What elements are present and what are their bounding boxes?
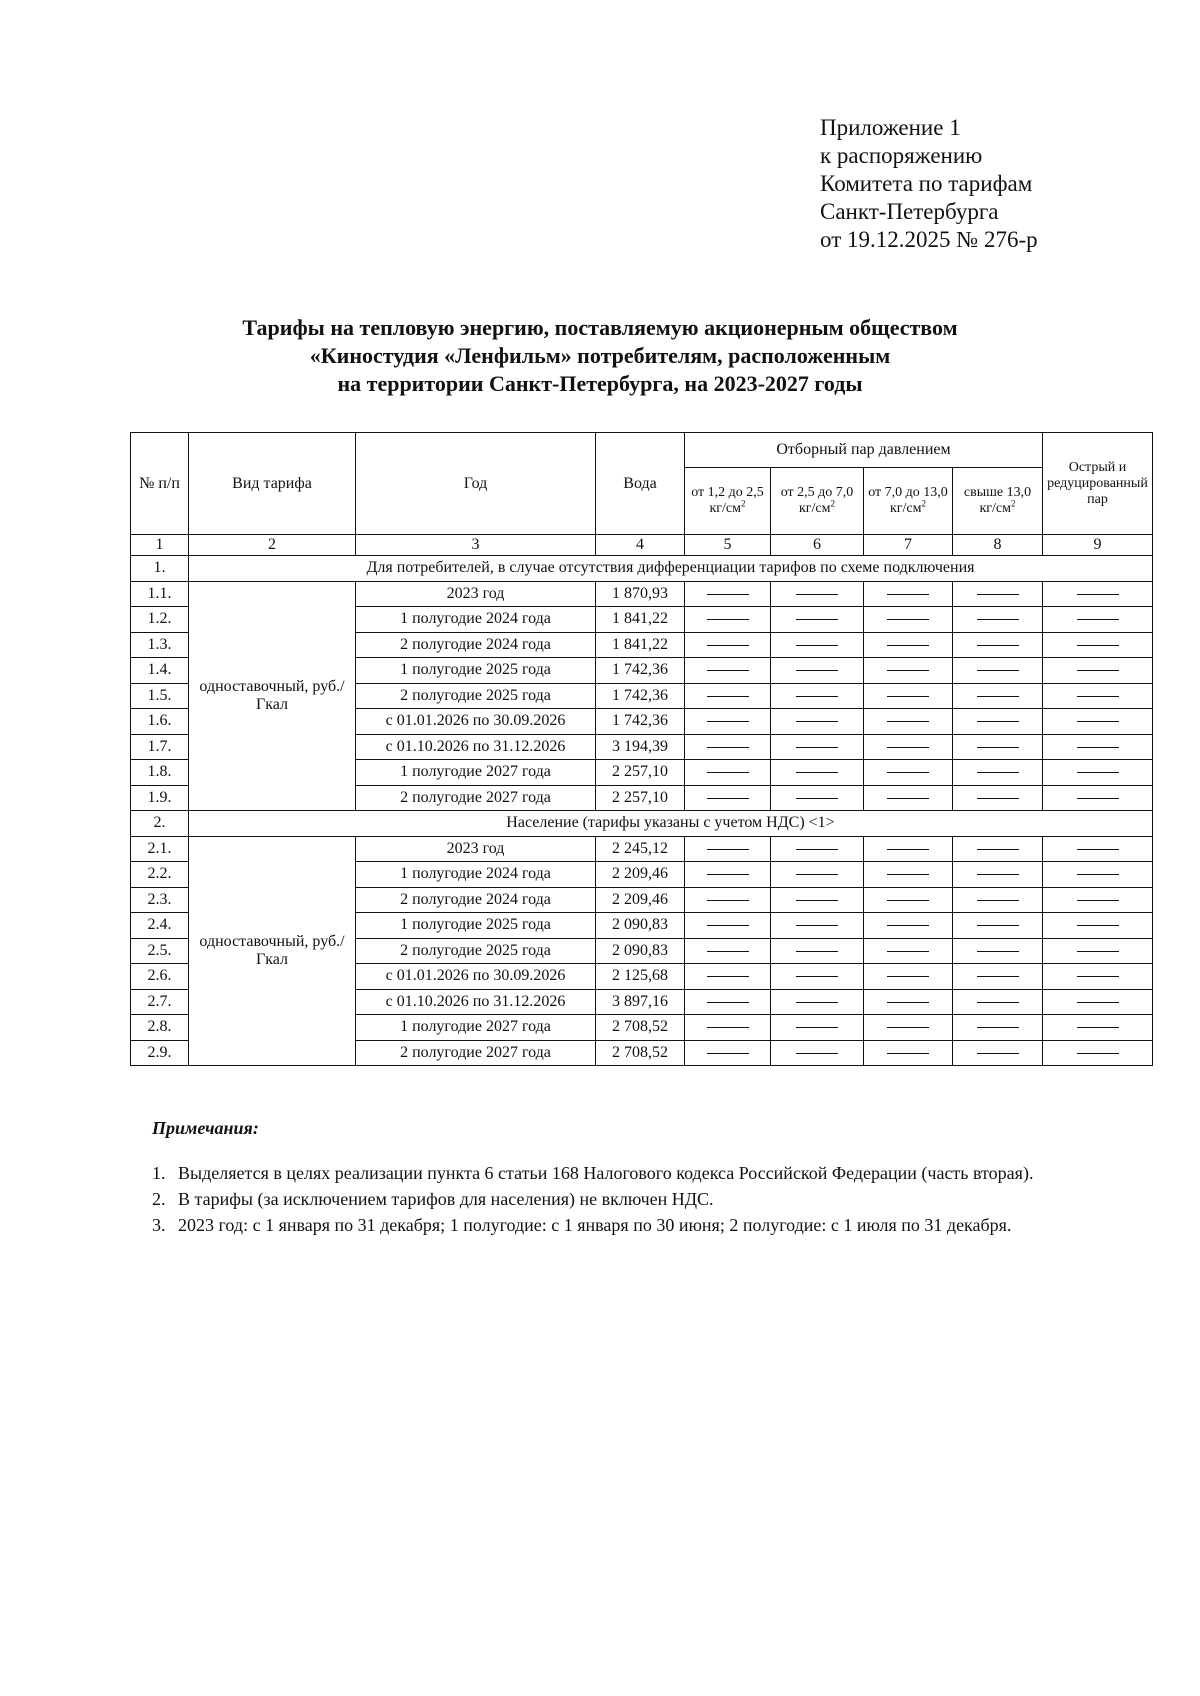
empty-tariff-cell (864, 658, 953, 684)
water-tariff-cell: 2 209,46 (596, 887, 685, 913)
empty-tariff-cell (953, 683, 1043, 709)
dash-mark (796, 925, 838, 926)
dash-mark (977, 594, 1019, 595)
empty-tariff-cell (864, 760, 953, 786)
empty-tariff-cell (953, 964, 1043, 990)
dash-mark (796, 951, 838, 952)
header-steam-2-text: от 2,5 до 7,0 кг/см (780, 485, 854, 516)
section-header-row (131, 811, 1153, 837)
dash-mark (887, 696, 929, 697)
period-cell: 1 полугодие 2024 года (356, 607, 596, 633)
dash-mark (977, 1053, 1019, 1054)
row-number: 1.2. (131, 607, 189, 633)
empty-tariff-cell (953, 760, 1043, 786)
note-text: Выделяется в целях реализации пункта 6 статьи 168 Налогового кодекса Российской Федерации (часть вторая). (178, 1163, 1034, 1183)
header-steam-group: Отборный пар давлением (685, 433, 1043, 468)
dash-mark (977, 1002, 1019, 1003)
dash-mark (887, 798, 929, 799)
section-title: Население (тарифы указаны с учетом НДС) <1> (189, 811, 1153, 837)
tariff-type: одноставочный, руб./Гкал (189, 836, 356, 1066)
dash-mark (1077, 747, 1119, 748)
dash-mark (1077, 1027, 1119, 1028)
water-tariff-cell: 1 841,22 (596, 607, 685, 633)
section-number: 1. (131, 556, 189, 582)
dash-mark (707, 1053, 749, 1054)
period-cell: 2023 год (356, 836, 596, 862)
dash-mark (1077, 874, 1119, 875)
appendix-line: к распоряжению (820, 143, 983, 168)
empty-tariff-cell (685, 581, 771, 607)
dash-mark (1077, 849, 1119, 850)
dash-mark (796, 696, 838, 697)
empty-tariff-cell (771, 683, 864, 709)
empty-tariff-cell (771, 1015, 864, 1041)
period-cell: с 01.01.2026 по 30.09.2026 (356, 964, 596, 990)
empty-tariff-cell (685, 709, 771, 735)
dash-mark (796, 594, 838, 595)
empty-tariff-cell (864, 709, 953, 735)
empty-tariff-cell (1043, 913, 1153, 939)
period-cell: с 01.01.2026 по 30.09.2026 (356, 709, 596, 735)
row-number: 2.4. (131, 913, 189, 939)
empty-tariff-cell (1043, 607, 1153, 633)
empty-tariff-cell (771, 887, 864, 913)
water-tariff-cell: 2 708,52 (596, 1040, 685, 1066)
column-number: 9 (1043, 535, 1153, 556)
header-steam-3-text: от 7,0 до 13,0 кг/см (868, 485, 948, 516)
empty-tariff-cell (953, 734, 1043, 760)
dash-mark (887, 772, 929, 773)
dash-mark (1077, 900, 1119, 901)
dash-mark (1077, 976, 1119, 977)
title-line: на территории Санкт-Петербурга, на 2023-2027 годы (337, 371, 863, 396)
empty-tariff-cell (685, 785, 771, 811)
row-number: 2.7. (131, 989, 189, 1015)
dash-mark (887, 849, 929, 850)
empty-tariff-cell (685, 989, 771, 1015)
period-cell: 2023 год (356, 581, 596, 607)
empty-tariff-cell (771, 913, 864, 939)
dash-mark (707, 645, 749, 646)
empty-tariff-cell (953, 658, 1043, 684)
period-cell: 1 полугодие 2027 года (356, 1015, 596, 1041)
empty-tariff-cell (953, 913, 1043, 939)
header-sharp-steam: Острый и редуцированный пар (1043, 433, 1153, 535)
period-cell: 1 полугодие 2025 года (356, 658, 596, 684)
empty-tariff-cell (771, 785, 864, 811)
dash-mark (977, 798, 1019, 799)
dash-mark (796, 619, 838, 620)
empty-tariff-cell (685, 887, 771, 913)
period-cell: 2 полугодие 2027 года (356, 1040, 596, 1066)
water-tariff-cell: 2 245,12 (596, 836, 685, 862)
empty-tariff-cell (1043, 836, 1153, 862)
period-cell: 1 полугодие 2025 года (356, 913, 596, 939)
empty-tariff-cell (685, 1015, 771, 1041)
column-number: 7 (864, 535, 953, 556)
note-number: 2. (152, 1189, 166, 1209)
note-item (152, 1186, 1033, 1212)
dash-mark (887, 951, 929, 952)
period-cell: 2 полугодие 2024 года (356, 887, 596, 913)
water-tariff-cell: 3 194,39 (596, 734, 685, 760)
empty-tariff-cell (864, 938, 953, 964)
period-cell: с 01.10.2026 по 31.12.2026 (356, 734, 596, 760)
dash-mark (707, 874, 749, 875)
header-year: Год (356, 433, 596, 535)
dash-mark (887, 1027, 929, 1028)
empty-tariff-cell (685, 1040, 771, 1066)
empty-tariff-cell (1043, 632, 1153, 658)
empty-tariff-cell (771, 760, 864, 786)
dash-mark (707, 721, 749, 722)
dash-mark (796, 849, 838, 850)
empty-tariff-cell (953, 632, 1043, 658)
note-text: В тарифы (за исключением тарифов для населения) не включен НДС. (178, 1189, 714, 1209)
empty-tariff-cell (864, 1040, 953, 1066)
note-item (152, 1160, 1033, 1186)
empty-tariff-cell (864, 607, 953, 633)
dash-mark (887, 1053, 929, 1054)
column-number: 3 (356, 535, 596, 556)
dash-mark (887, 747, 929, 748)
dash-mark (707, 1027, 749, 1028)
dash-mark (887, 874, 929, 875)
row-number: 1.3. (131, 632, 189, 658)
tariff-type: одноставочный, руб./Гкал (189, 581, 356, 811)
period-cell: 2 полугодие 2024 года (356, 632, 596, 658)
dash-mark (977, 645, 1019, 646)
dash-mark (707, 747, 749, 748)
dash-mark (707, 696, 749, 697)
dash-mark (977, 976, 1019, 977)
empty-tariff-cell (1043, 1015, 1153, 1041)
empty-tariff-cell (953, 836, 1043, 862)
row-number: 1.5. (131, 683, 189, 709)
unit-exponent: 2 (741, 498, 746, 509)
row-number: 2.9. (131, 1040, 189, 1066)
empty-tariff-cell (771, 607, 864, 633)
empty-tariff-cell (1043, 658, 1153, 684)
empty-tariff-cell (864, 989, 953, 1015)
dash-mark (707, 772, 749, 773)
dash-mark (977, 849, 1019, 850)
header-steam-4-text: свыше 13,0 кг/см (963, 485, 1032, 516)
dash-mark (796, 721, 838, 722)
section-2 (131, 811, 1153, 1066)
empty-tariff-cell (685, 658, 771, 684)
appendix-line: Комитета по тарифам (820, 171, 1033, 196)
dash-mark (796, 772, 838, 773)
dash-mark (977, 772, 1019, 773)
note-number: 3. (152, 1215, 166, 1235)
dash-mark (977, 696, 1019, 697)
dash-mark (977, 670, 1019, 671)
dash-mark (707, 594, 749, 595)
dash-mark (707, 951, 749, 952)
water-tariff-cell: 2 090,83 (596, 938, 685, 964)
empty-tariff-cell (771, 989, 864, 1015)
dash-mark (887, 594, 929, 595)
period-cell: 2 полугодие 2025 года (356, 683, 596, 709)
dash-mark (1077, 951, 1119, 952)
notes-list (152, 1160, 1033, 1238)
dash-mark (1077, 645, 1119, 646)
empty-tariff-cell (1043, 964, 1153, 990)
empty-tariff-cell (771, 632, 864, 658)
water-tariff-cell: 2 708,52 (596, 1015, 685, 1041)
water-tariff-cell: 2 125,68 (596, 964, 685, 990)
dash-mark (796, 874, 838, 875)
dash-mark (707, 1002, 749, 1003)
empty-tariff-cell (953, 989, 1043, 1015)
header-steam-4 (953, 468, 1043, 535)
note-text: 2023 год: с 1 января по 31 декабря; 1 полугодие: с 1 января по 30 июня; 2 полугодие: с 1 июля по 31 декабря. (178, 1215, 1012, 1235)
dash-mark (887, 1002, 929, 1003)
empty-tariff-cell (953, 581, 1043, 607)
dash-mark (796, 1002, 838, 1003)
dash-mark (977, 951, 1019, 952)
row-number: 2.3. (131, 887, 189, 913)
dash-mark (1077, 721, 1119, 722)
dash-mark (796, 1027, 838, 1028)
tariff-table (130, 432, 1153, 1066)
column-number: 8 (953, 535, 1043, 556)
empty-tariff-cell (1043, 581, 1153, 607)
unit-exponent: 2 (830, 498, 835, 509)
dash-mark (977, 1027, 1019, 1028)
row-number: 1.7. (131, 734, 189, 760)
dash-mark (977, 747, 1019, 748)
water-tariff-cell: 3 897,16 (596, 989, 685, 1015)
dash-mark (796, 747, 838, 748)
dash-mark (977, 900, 1019, 901)
appendix-line: от 19.12.2025 № 276-р (820, 227, 1038, 252)
page-title (150, 314, 1050, 398)
dash-mark (707, 619, 749, 620)
title-line: Тарифы на тепловую энергию, поставляемую акционерным обществом (242, 315, 958, 340)
row-number: 2.8. (131, 1015, 189, 1041)
dash-mark (977, 721, 1019, 722)
empty-tariff-cell (953, 938, 1043, 964)
empty-tariff-cell (771, 938, 864, 964)
empty-tariff-cell (1043, 989, 1153, 1015)
period-cell: с 01.10.2026 по 31.12.2026 (356, 989, 596, 1015)
empty-tariff-cell (1043, 938, 1153, 964)
column-number: 2 (189, 535, 356, 556)
empty-tariff-cell (685, 683, 771, 709)
dash-mark (887, 976, 929, 977)
dash-mark (796, 900, 838, 901)
dash-mark (1077, 670, 1119, 671)
dash-mark (1077, 798, 1119, 799)
empty-tariff-cell (771, 734, 864, 760)
column-numbers-row (131, 535, 1153, 556)
header-steam-1 (685, 468, 771, 535)
unit-exponent: 2 (921, 498, 926, 509)
period-cell: 2 полугодие 2027 года (356, 785, 596, 811)
empty-tariff-cell (953, 607, 1043, 633)
dash-mark (1077, 1002, 1119, 1003)
empty-tariff-cell (1043, 709, 1153, 735)
period-cell: 2 полугодие 2025 года (356, 938, 596, 964)
empty-tariff-cell (1043, 760, 1153, 786)
empty-tariff-cell (864, 862, 953, 888)
empty-tariff-cell (864, 913, 953, 939)
empty-tariff-cell (771, 658, 864, 684)
empty-tariff-cell (685, 913, 771, 939)
dash-mark (977, 619, 1019, 620)
empty-tariff-cell (685, 632, 771, 658)
dash-mark (796, 1053, 838, 1054)
header-num: № п/п (131, 433, 189, 535)
water-tariff-cell: 1 870,93 (596, 581, 685, 607)
dash-mark (887, 925, 929, 926)
section-header-row (131, 556, 1153, 582)
empty-tariff-cell (864, 1015, 953, 1041)
empty-tariff-cell (685, 607, 771, 633)
dash-mark (796, 645, 838, 646)
empty-tariff-cell (864, 836, 953, 862)
row-number: 1.4. (131, 658, 189, 684)
empty-tariff-cell (1043, 683, 1153, 709)
dash-mark (796, 976, 838, 977)
empty-tariff-cell (685, 734, 771, 760)
dash-mark (796, 670, 838, 671)
dash-mark (707, 798, 749, 799)
column-number: 5 (685, 535, 771, 556)
row-number: 2.5. (131, 938, 189, 964)
dash-mark (1077, 772, 1119, 773)
empty-tariff-cell (1043, 734, 1153, 760)
empty-tariff-cell (953, 1040, 1043, 1066)
water-tariff-cell: 1 742,36 (596, 683, 685, 709)
table-row (131, 581, 1153, 607)
column-number: 4 (596, 535, 685, 556)
water-tariff-cell: 2 257,10 (596, 785, 685, 811)
notes-heading: Примечания: (152, 1118, 259, 1138)
empty-tariff-cell (953, 887, 1043, 913)
empty-tariff-cell (771, 581, 864, 607)
dash-mark (707, 900, 749, 901)
header-steam-2 (771, 468, 864, 535)
header-steam-3 (864, 468, 953, 535)
header-water: Вода (596, 433, 685, 535)
dash-mark (707, 670, 749, 671)
empty-tariff-cell (685, 760, 771, 786)
dash-mark (887, 645, 929, 646)
dash-mark (796, 798, 838, 799)
row-number: 1.9. (131, 785, 189, 811)
dash-mark (887, 721, 929, 722)
empty-tariff-cell (953, 862, 1043, 888)
dash-mark (707, 925, 749, 926)
empty-tariff-cell (864, 887, 953, 913)
empty-tariff-cell (953, 709, 1043, 735)
section-number: 2. (131, 811, 189, 837)
header-steam-1-text: от 1,2 до 2,5 кг/см (691, 485, 764, 516)
appendix-line: Приложение 1 (820, 115, 961, 140)
title-line: «Киностудия «Ленфильм» потребителям, расположенным (309, 343, 891, 368)
note-item (152, 1212, 1033, 1238)
dash-mark (1077, 619, 1119, 620)
appendix-line: Санкт-Петербурга (820, 199, 999, 224)
section-1 (131, 556, 1153, 811)
empty-tariff-cell (864, 964, 953, 990)
empty-tariff-cell (864, 683, 953, 709)
unit-exponent: 2 (1011, 498, 1016, 509)
water-tariff-cell: 2 090,83 (596, 913, 685, 939)
row-number: 1.8. (131, 760, 189, 786)
empty-tariff-cell (685, 938, 771, 964)
empty-tariff-cell (864, 581, 953, 607)
dash-mark (1077, 1053, 1119, 1054)
dash-mark (887, 670, 929, 671)
water-tariff-cell: 1 742,36 (596, 658, 685, 684)
empty-tariff-cell (685, 862, 771, 888)
row-number: 2.1. (131, 836, 189, 862)
dash-mark (707, 849, 749, 850)
row-number: 1.6. (131, 709, 189, 735)
empty-tariff-cell (864, 785, 953, 811)
empty-tariff-cell (771, 836, 864, 862)
water-tariff-cell: 1 742,36 (596, 709, 685, 735)
water-tariff-cell: 2 257,10 (596, 760, 685, 786)
dash-mark (977, 925, 1019, 926)
empty-tariff-cell (1043, 1040, 1153, 1066)
row-number: 1.1. (131, 581, 189, 607)
empty-tariff-cell (953, 1015, 1043, 1041)
empty-tariff-cell (864, 734, 953, 760)
column-number: 1 (131, 535, 189, 556)
note-number: 1. (152, 1163, 166, 1183)
empty-tariff-cell (771, 862, 864, 888)
water-tariff-cell: 2 209,46 (596, 862, 685, 888)
empty-tariff-cell (771, 1040, 864, 1066)
dash-mark (1077, 925, 1119, 926)
empty-tariff-cell (771, 709, 864, 735)
empty-tariff-cell (771, 964, 864, 990)
table-row (131, 836, 1153, 862)
empty-tariff-cell (1043, 862, 1153, 888)
row-number: 2.2. (131, 862, 189, 888)
dash-mark (887, 900, 929, 901)
period-cell: 1 полугодие 2027 года (356, 760, 596, 786)
empty-tariff-cell (864, 632, 953, 658)
appendix-block (820, 114, 1038, 254)
empty-tariff-cell (685, 964, 771, 990)
empty-tariff-cell (685, 836, 771, 862)
dash-mark (1077, 594, 1119, 595)
dash-mark (887, 619, 929, 620)
water-tariff-cell: 1 841,22 (596, 632, 685, 658)
dash-mark (1077, 696, 1119, 697)
period-cell: 1 полугодие 2024 года (356, 862, 596, 888)
empty-tariff-cell (1043, 785, 1153, 811)
column-number: 6 (771, 535, 864, 556)
dash-mark (977, 874, 1019, 875)
row-number: 2.6. (131, 964, 189, 990)
header-type: Вид тарифа (189, 433, 356, 535)
empty-tariff-cell (1043, 887, 1153, 913)
section-title: Для потребителей, в случае отсутствия дифференциации тарифов по схеме подключения (189, 556, 1153, 582)
dash-mark (707, 976, 749, 977)
header-row (131, 433, 1153, 468)
empty-tariff-cell (953, 785, 1043, 811)
